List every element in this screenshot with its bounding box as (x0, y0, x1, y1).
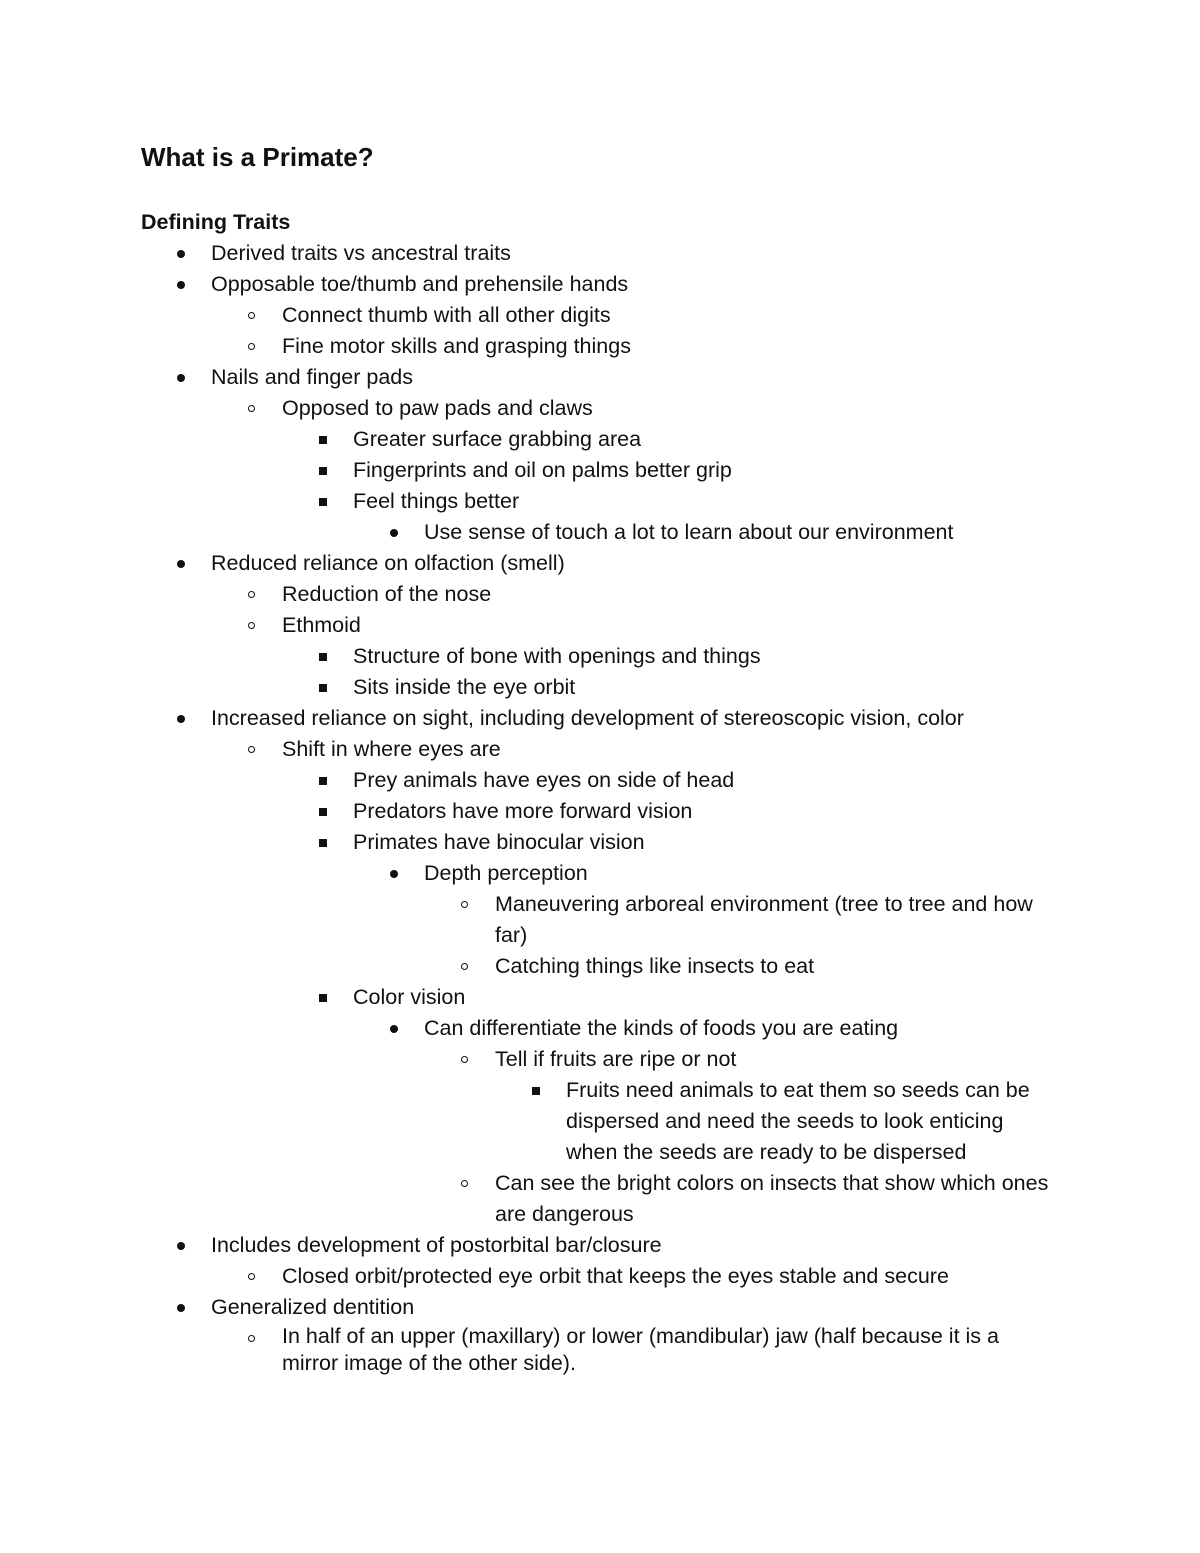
square-bullet-icon (319, 436, 327, 444)
list-item (0, 579, 1200, 610)
list-item (0, 486, 1200, 517)
circle-bullet-icon (461, 1180, 468, 1187)
disc-bullet-icon (177, 281, 185, 289)
list-item (0, 951, 1200, 982)
list-item-text: Greater surface grabbing area (353, 427, 642, 451)
disc-bullet-icon (177, 250, 185, 258)
list-item-text: In half of an upper (maxillary) or lower (mandibular) jaw (half because it is a mirror image of the other side). (282, 1324, 999, 1375)
list-item-text: Fine motor skills and grasping things (282, 334, 631, 358)
list-item-text: Shift in where eyes are (282, 737, 501, 761)
list-item (0, 1075, 1200, 1168)
square-bullet-icon (319, 653, 327, 661)
square-bullet-icon (532, 1087, 540, 1095)
list-item (0, 1323, 1200, 1376)
list-item-text: Fruits need animals to eat them so seeds can be dispersed and need the seeds to look enticing when the seeds are ready to be dispersed (566, 1078, 1030, 1164)
list-item (0, 300, 1200, 331)
circle-bullet-icon (461, 901, 468, 908)
list-item-text: Increased reliance on sight, including development of stereoscopic vision, color (211, 706, 964, 730)
disc-bullet-icon (390, 1025, 398, 1033)
list-item-text: Structure of bone with openings and things (353, 644, 761, 668)
disc-bullet-icon (177, 374, 185, 382)
list-item-text: Predators have more forward vision (353, 799, 693, 823)
square-bullet-icon (319, 467, 327, 475)
list-item (0, 331, 1200, 362)
bullet-outline (0, 238, 1200, 1376)
list-item (0, 610, 1200, 641)
list-item-text: Maneuvering arboreal environment (tree to tree and how far) (495, 892, 1033, 947)
square-bullet-icon (319, 684, 327, 692)
list-item (0, 455, 1200, 486)
list-item (0, 1168, 1200, 1230)
list-item-text: Primates have binocular vision (353, 830, 645, 854)
list-item (0, 362, 1200, 393)
list-item-text: Use sense of touch a lot to learn about our environment (424, 520, 954, 544)
circle-bullet-icon (461, 963, 468, 970)
list-item (0, 517, 1200, 548)
list-item-text: Fingerprints and oil on palms better grip (353, 458, 732, 482)
list-item-text: Reduction of the nose (282, 582, 492, 606)
list-item (0, 1261, 1200, 1292)
circle-bullet-icon (248, 746, 255, 753)
list-item (0, 889, 1200, 951)
square-bullet-icon (319, 994, 327, 1002)
list-item-text: Connect thumb with all other digits (282, 303, 611, 327)
circle-bullet-icon (248, 1335, 255, 1342)
list-item-text: Opposed to paw pads and claws (282, 396, 593, 420)
list-item (0, 1230, 1200, 1261)
list-item-text: Closed orbit/protected eye orbit that keeps the eyes stable and secure (282, 1264, 949, 1288)
disc-bullet-icon (177, 1242, 185, 1250)
list-item (0, 424, 1200, 455)
list-item-text: Ethmoid (282, 613, 361, 637)
list-item (0, 858, 1200, 889)
list-item (0, 1013, 1200, 1044)
list-item-text: Tell if fruits are ripe or not (495, 1047, 737, 1071)
square-bullet-icon (319, 808, 327, 816)
list-item-text: Can differentiate the kinds of foods you are eating (424, 1016, 899, 1040)
list-item-text: Sits inside the eye orbit (353, 675, 576, 699)
list-item (0, 703, 1200, 734)
circle-bullet-icon (248, 591, 255, 598)
list-item (0, 796, 1200, 827)
disc-bullet-icon (177, 715, 185, 723)
circle-bullet-icon (248, 343, 255, 350)
list-item-text: Opposable toe/thumb and prehensile hands (211, 272, 629, 296)
list-item-text: Can see the bright colors on insects that show which ones are dangerous (495, 1171, 1049, 1226)
list-item-text: Feel things better (353, 489, 520, 513)
list-item-text: Depth perception (424, 861, 588, 885)
list-item-text: Catching things like insects to eat (495, 954, 815, 978)
list-item (0, 393, 1200, 424)
list-item-text: Color vision (353, 985, 466, 1009)
circle-bullet-icon (248, 622, 255, 629)
page-title: What is a Primate? (141, 142, 374, 172)
list-item (0, 672, 1200, 703)
disc-bullet-icon (390, 870, 398, 878)
list-item (0, 765, 1200, 796)
list-item (0, 734, 1200, 765)
circle-bullet-icon (248, 405, 255, 412)
list-item-text: Includes development of postorbital bar/closure (211, 1233, 662, 1257)
list-item (0, 641, 1200, 672)
list-item-text: Prey animals have eyes on side of head (353, 768, 735, 792)
list-item-text: Reduced reliance on olfaction (smell) (211, 551, 565, 575)
list-item (0, 982, 1200, 1013)
circle-bullet-icon (248, 1273, 255, 1280)
list-item (0, 1292, 1200, 1323)
list-item (0, 238, 1200, 269)
circle-bullet-icon (248, 312, 255, 319)
disc-bullet-icon (177, 1304, 185, 1312)
list-item (0, 269, 1200, 300)
list-item-text: Nails and finger pads (211, 365, 413, 389)
disc-bullet-icon (177, 560, 185, 568)
circle-bullet-icon (461, 1056, 468, 1063)
square-bullet-icon (319, 498, 327, 506)
list-item-text: Derived traits vs ancestral traits (211, 241, 511, 265)
disc-bullet-icon (390, 529, 398, 537)
square-bullet-icon (319, 777, 327, 785)
square-bullet-icon (319, 839, 327, 847)
list-item (0, 548, 1200, 579)
list-item-text: Generalized dentition (211, 1295, 415, 1319)
section-heading: Defining Traits (141, 210, 291, 234)
list-item (0, 827, 1200, 858)
list-item (0, 1044, 1200, 1075)
